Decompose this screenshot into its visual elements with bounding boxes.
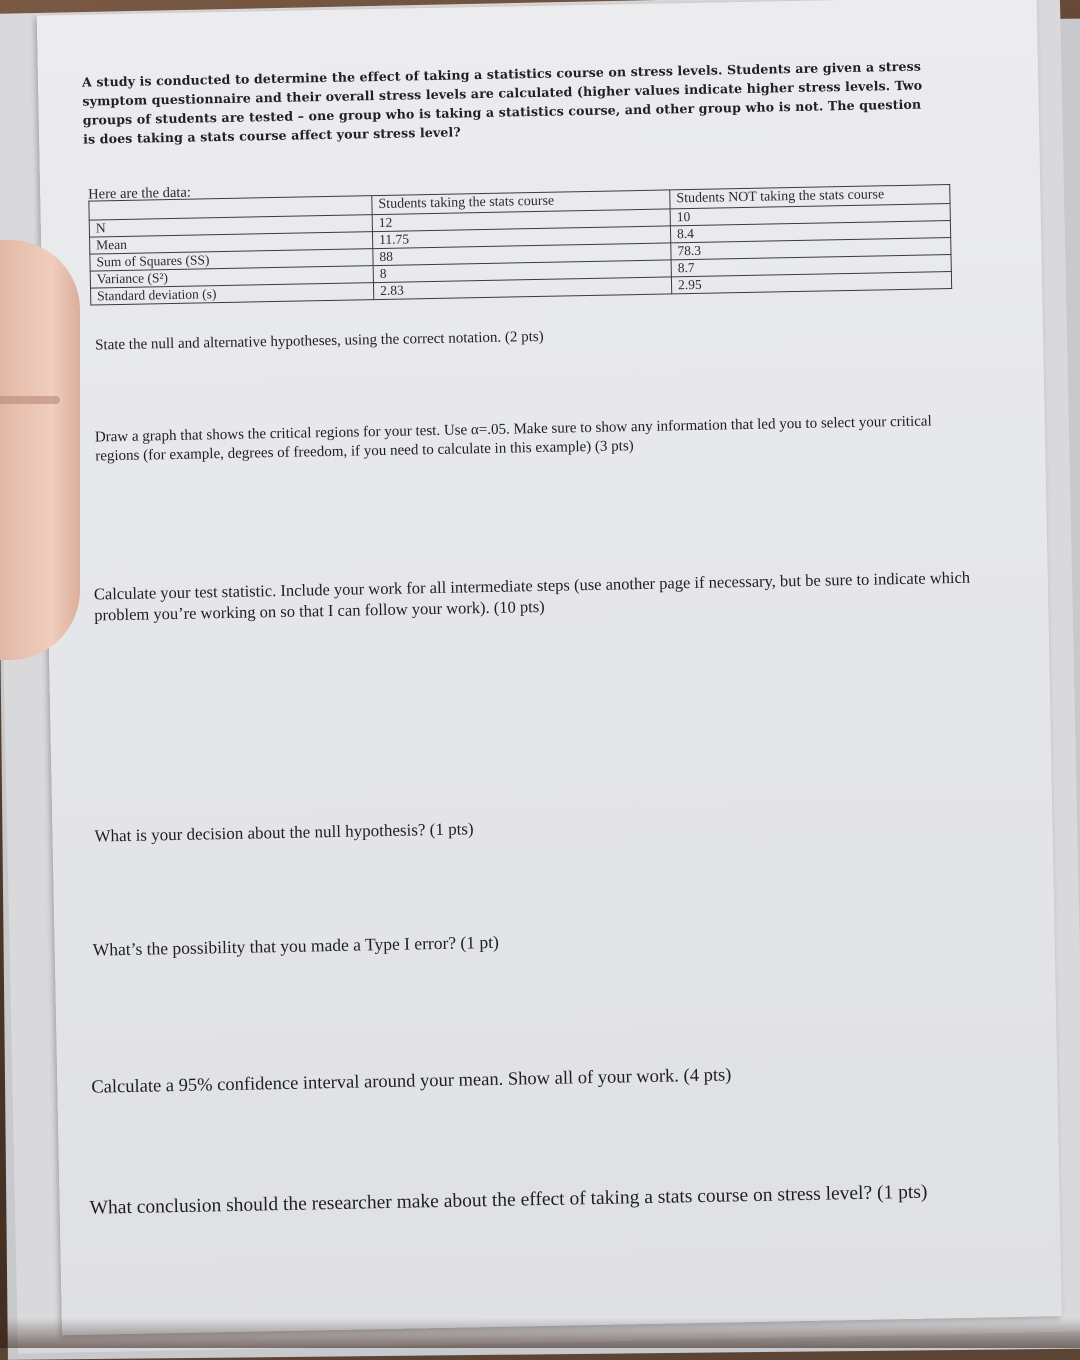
data-label: Here are the data: xyxy=(88,184,191,203)
row-label: Sum of Squares (SS) xyxy=(90,249,373,271)
data-table xyxy=(88,184,952,306)
question-hypotheses: State the null and alternative hypotheses, using the correct notation. (2 pts) xyxy=(94,328,544,354)
row-label: Mean xyxy=(90,232,373,254)
hand-holding-paper xyxy=(0,240,80,660)
question-conclusion: What conclusion should the researcher make about the effect of taking a stats course on stress level? (1 pts) xyxy=(89,1181,928,1219)
row-label: Standard deviation (s) xyxy=(91,283,374,305)
finger-gap xyxy=(0,396,60,404)
cell-no-stats-course: 8.7 xyxy=(671,255,951,277)
cell-no-stats-course: 2.95 xyxy=(671,272,951,294)
bottom-shadow xyxy=(0,1318,1080,1348)
table-header-stats-course: Students taking the stats course xyxy=(372,190,670,215)
question-critical-regions: Draw a graph that shows the critical regions for your test. Use α=.05. Make sure to show any information that led you to select your critical regions (for example, degrees of freedom, if you need to calculate in this example) (3 pts) xyxy=(94,413,932,465)
question-test-statistic: Calculate your test statistic. Include your work for all intermediate steps (use another page if necessary, but be sure to indicate which problem you’re working on so that I can follow your work). (10 pts) xyxy=(93,567,971,625)
cell-no-stats-course: 78.3 xyxy=(671,238,951,260)
question-confidence-interval: Calculate a 95% confidence interval around your mean. Show all of your work. (4 pts) xyxy=(91,1065,732,1098)
cell-stats-course: 11.75 xyxy=(372,226,670,249)
cell-no-stats-course: 8.4 xyxy=(670,221,950,243)
question-decision: What is your decision about the null hypothesis? (1 pts) xyxy=(94,819,474,846)
cell-stats-course: 2.83 xyxy=(373,277,671,300)
row-label: N xyxy=(89,215,372,237)
cell-no-stats-course: 10 xyxy=(670,204,950,226)
problem-intro: A study is conducted to determine the effect of taking a statistics course on stress levels. Students are given a stress symptom questionnaire and their overall stress levels are calculated (higher values indicate higher stress levels. Two groups of students are tested – one group who is taking a statistics course, and other group who is not. The question is does taking a stats course affect your stress level? xyxy=(81,58,923,147)
question-type-one-error: What’s the possibility that you made a Type I error? (1 pt) xyxy=(92,931,500,960)
cell-stats-course: 12 xyxy=(372,209,670,232)
cell-stats-course: 8 xyxy=(373,260,671,283)
row-label: Variance (S²) xyxy=(90,266,373,288)
cell-stats-course: 88 xyxy=(373,243,671,266)
table-header-no-stats-course: Students NOT taking the stats course xyxy=(670,185,950,209)
